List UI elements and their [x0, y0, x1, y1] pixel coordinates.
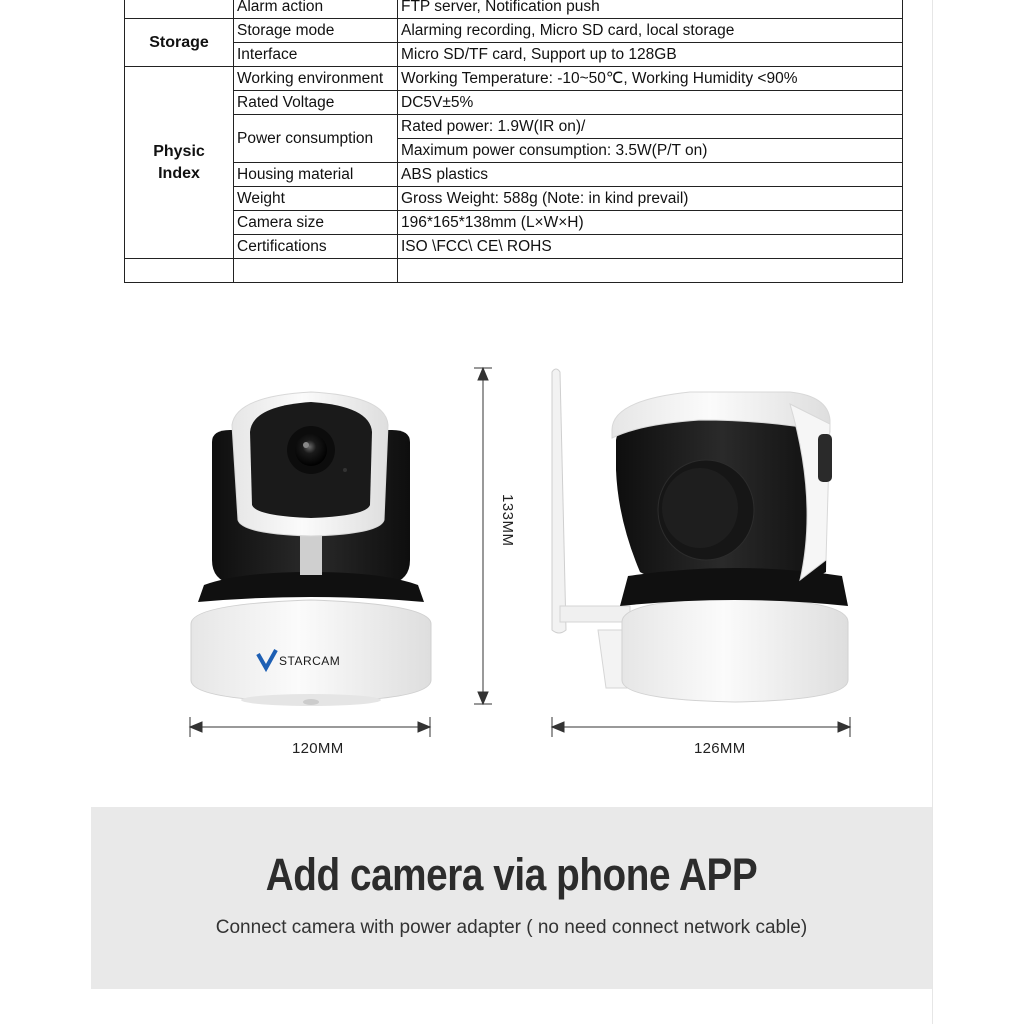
spec-item: Housing material	[234, 163, 398, 187]
spec-value: Maximum power consumption: 3.5W(P/T on)	[398, 139, 903, 163]
group-physic-index	[125, 67, 234, 259]
table-row	[125, 43, 903, 67]
page-edge-divider	[932, 0, 933, 1024]
table-row	[125, 187, 903, 211]
table-row	[125, 0, 903, 19]
spec-item: Alarm action	[234, 0, 398, 19]
spec-item: Working environment	[234, 67, 398, 91]
spec-value: FTP server, Notification push	[398, 0, 903, 19]
spec-value: 196*165*138mm (L×W×H)	[398, 211, 903, 235]
spec-item: Interface	[234, 43, 398, 67]
height-label: 133MM	[499, 494, 516, 547]
spec-table	[124, 0, 903, 283]
table-row	[125, 67, 903, 91]
spec-item: Storage mode	[234, 19, 398, 43]
brand-logo: STARCAM	[279, 654, 341, 668]
spec-value: ISO \FCC\ CE\ ROHS	[398, 235, 903, 259]
front-camera-illustration	[191, 392, 431, 706]
empty-cell	[125, 259, 234, 283]
spec-value: Rated power: 1.9W(IR on)/	[398, 115, 903, 139]
front-width-label: 120MM	[292, 740, 344, 757]
side-width-label: 126MM	[694, 740, 746, 757]
banner-subtitle: Connect camera with power adapter ( no need connect network cable)	[215, 917, 808, 938]
spec-item: Certifications	[234, 235, 398, 259]
group-cell	[125, 0, 234, 19]
table-row	[125, 115, 903, 139]
spec-item: Rated Voltage	[234, 91, 398, 115]
camera-dimension-drawing	[0, 300, 932, 800]
table-row	[125, 235, 903, 259]
spec-value: DC5V±5%	[398, 91, 903, 115]
empty-cell	[398, 259, 903, 283]
group-physic-label: Physic Index	[153, 142, 205, 182]
side-camera-illustration	[552, 369, 848, 702]
spec-value: Working Temperature: -10~50℃, Working Humidity <90%	[398, 67, 903, 91]
group-storage: Storage	[125, 19, 234, 67]
spec-value: Gross Weight: 588g (Note: in kind prevail)	[398, 187, 903, 211]
banner-title: Add camera via phone APP	[265, 849, 758, 900]
spec-item: Weight	[234, 187, 398, 211]
table-row	[125, 19, 903, 43]
table-row	[125, 163, 903, 187]
table-row-empty	[125, 259, 903, 283]
spec-value: Micro SD/TF card, Support up to 128GB	[398, 43, 903, 67]
table-row	[125, 91, 903, 115]
spec-value: Alarming recording, Micro SD card, local storage	[398, 19, 903, 43]
instruction-banner	[91, 807, 932, 989]
dimension-figure	[0, 300, 932, 800]
table-row	[125, 211, 903, 235]
spec-item: Power consumption	[234, 115, 398, 163]
empty-cell	[234, 259, 398, 283]
spec-value: ABS plastics	[398, 163, 903, 187]
spec-item: Camera size	[234, 211, 398, 235]
